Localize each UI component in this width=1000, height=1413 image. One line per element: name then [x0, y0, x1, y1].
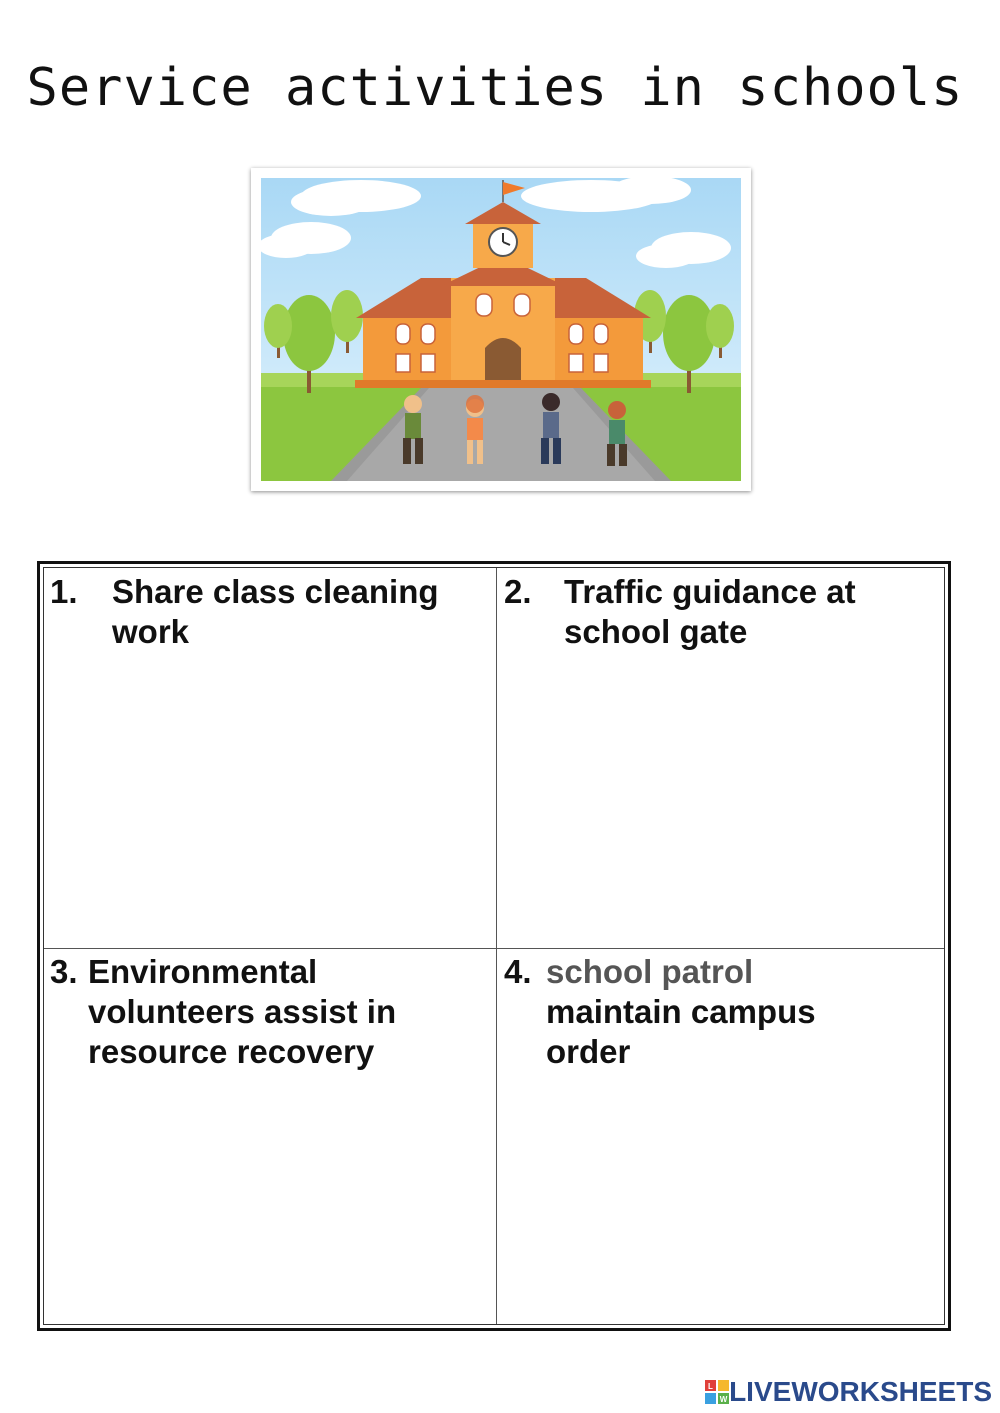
liveworksheets-brand [705, 1376, 992, 1408]
activity-number: 3. [50, 953, 78, 990]
activity-text-line: resource recovery [88, 1033, 375, 1070]
activity-text-line: volunteers assist in [88, 993, 397, 1030]
activity-text-line: school patrol [546, 953, 754, 990]
grid-divider-vertical [496, 568, 497, 1324]
grid-divider-horizontal [44, 948, 944, 949]
brand-name: LIVEWORKSHEETS [729, 1376, 992, 1407]
activity-number: 1. [50, 573, 78, 610]
activity-text-line: Share class cleaning [112, 573, 439, 610]
activity-text-line: Environmental [88, 953, 318, 990]
liveworksheets-logo-icon [705, 1380, 729, 1404]
activity-text-line: maintain campus [546, 993, 816, 1030]
activity-text-line: Traffic guidance at [564, 573, 856, 610]
activity-number: 4. [504, 953, 532, 990]
page-title: Service activities in schools [26, 58, 964, 118]
activity-text-line: work [112, 613, 190, 650]
school-illustration [251, 168, 751, 491]
activity-text-line: school gate [564, 613, 748, 650]
activity-text-line: order [546, 1033, 631, 1070]
logo-letter: L [708, 1382, 714, 1391]
activity-number: 2. [504, 573, 532, 610]
activities-grid [37, 561, 951, 1331]
logo-letter: W [719, 1395, 728, 1404]
